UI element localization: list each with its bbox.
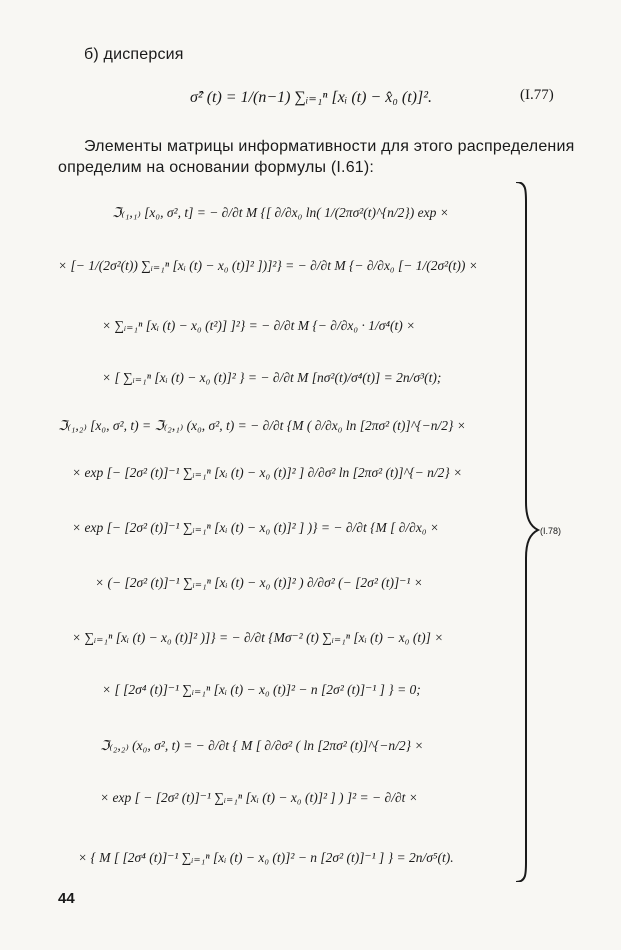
paragraph-line-2: определим на основании формулы (I.61): — [58, 159, 375, 176]
eq-line: × { M [ [2σ⁴ (t)]⁻¹ ∑ᵢ₌₁ⁿ [xᵢ (t) − x₀ (t)]² − n [2σ² (t)]⁻¹ ] } = 2n/σ⁵(t). — [78, 850, 454, 865]
eq-line: × ∑ᵢ₌₁ⁿ [xᵢ (t) − x₀ (t)]² )]} = − ∂/∂t {Mσ⁻² (t) ∑ᵢ₌₁ⁿ [xᵢ (t) − x₀ (t)] × — [72, 630, 444, 645]
eq-line: × [ [2σ⁴ (t)]⁻¹ ∑ᵢ₌₁ⁿ [xᵢ (t) − x₀ (t)]² − n [2σ² (t)]⁻¹ ] } = 0; — [102, 682, 421, 697]
paragraph-line-1: Элементы матрицы информативности для этого распределения — [84, 138, 575, 155]
eq-line: ℑ₍₁,₂₎ [x₀, σ², t) = ℑ₍₂,₁₎ (x₀, σ², t) = − ∂/∂t {M ( ∂/∂x₀ ln [2πσ² (t)]^{−n/2} × — [58, 418, 466, 433]
eq-line: ℑ₍₁,₁₎ [x₀, σ², t] = − ∂/∂t M {[ ∂/∂x₀ ln( 1/(2πσ²(t)^{n/2}) exp × — [112, 205, 449, 220]
eq-line: × exp [ − [2σ² (t)]⁻¹ ∑ᵢ₌₁ⁿ [xᵢ (t) − x₀ (t)]² ] ) ]² = − ∂/∂t × — [100, 790, 418, 805]
equation-number-1-77: (I.77) — [520, 87, 554, 103]
eq-line: ℑ₍₂,₂₎ (x₀, σ², t) = − ∂/∂t { M [ ∂/∂σ² ( ln [2πσ² (t)]^{−n/2} × — [100, 738, 424, 753]
eq-line: × [ ∑ᵢ₌₁ⁿ [xᵢ (t) − x₀ (t)]² } = − ∂/∂t M [nσ²(t)/σ⁴(t)] = 2n/σ³(t); — [102, 370, 442, 385]
section-heading: б) дисперсия — [84, 46, 184, 63]
eq-line: × exp [− [2σ² (t)]⁻¹ ∑ᵢ₌₁ⁿ [xᵢ (t) − x₀ (t)]² ] )} = − ∂/∂t {M [ ∂/∂x₀ × — [72, 520, 439, 535]
eq-line: × exp [− [2σ² (t)]⁻¹ ∑ᵢ₌₁ⁿ [xᵢ (t) − x₀ (t)]² ] ∂/∂σ² ln [2πσ² (t)]^{− n/2} × — [72, 465, 463, 480]
page-number: 44 — [58, 890, 75, 907]
eq-line: × (− [2σ² (t)]⁻¹ ∑ᵢ₌₁ⁿ [xᵢ (t) − x₀ (t)]² ) ∂/∂σ² (− [2σ² (t)]⁻¹ × — [95, 575, 423, 590]
eq-line: × ∑ᵢ₌₁ⁿ [xᵢ (t) − x₀ (t²)] ]²} = − ∂/∂t M {− ∂/∂x₀ · 1/σ⁴(t) × — [102, 318, 416, 333]
equation-1-77: σ̂² (t) = 1/(n−1) ∑ᵢ₌₁ⁿ [xᵢ (t) − x̂₀ (t)]². — [190, 89, 433, 106]
equation-number-1-78: (I.78) — [540, 526, 562, 536]
eq-line: × [− 1/(2σ²(t)) ∑ᵢ₌₁ⁿ [xᵢ (t) − x₀ (t)]² ])]²} = − ∂/∂t M {− ∂/∂x₀ [− 1/(2σ²(t)) × — [58, 258, 478, 273]
